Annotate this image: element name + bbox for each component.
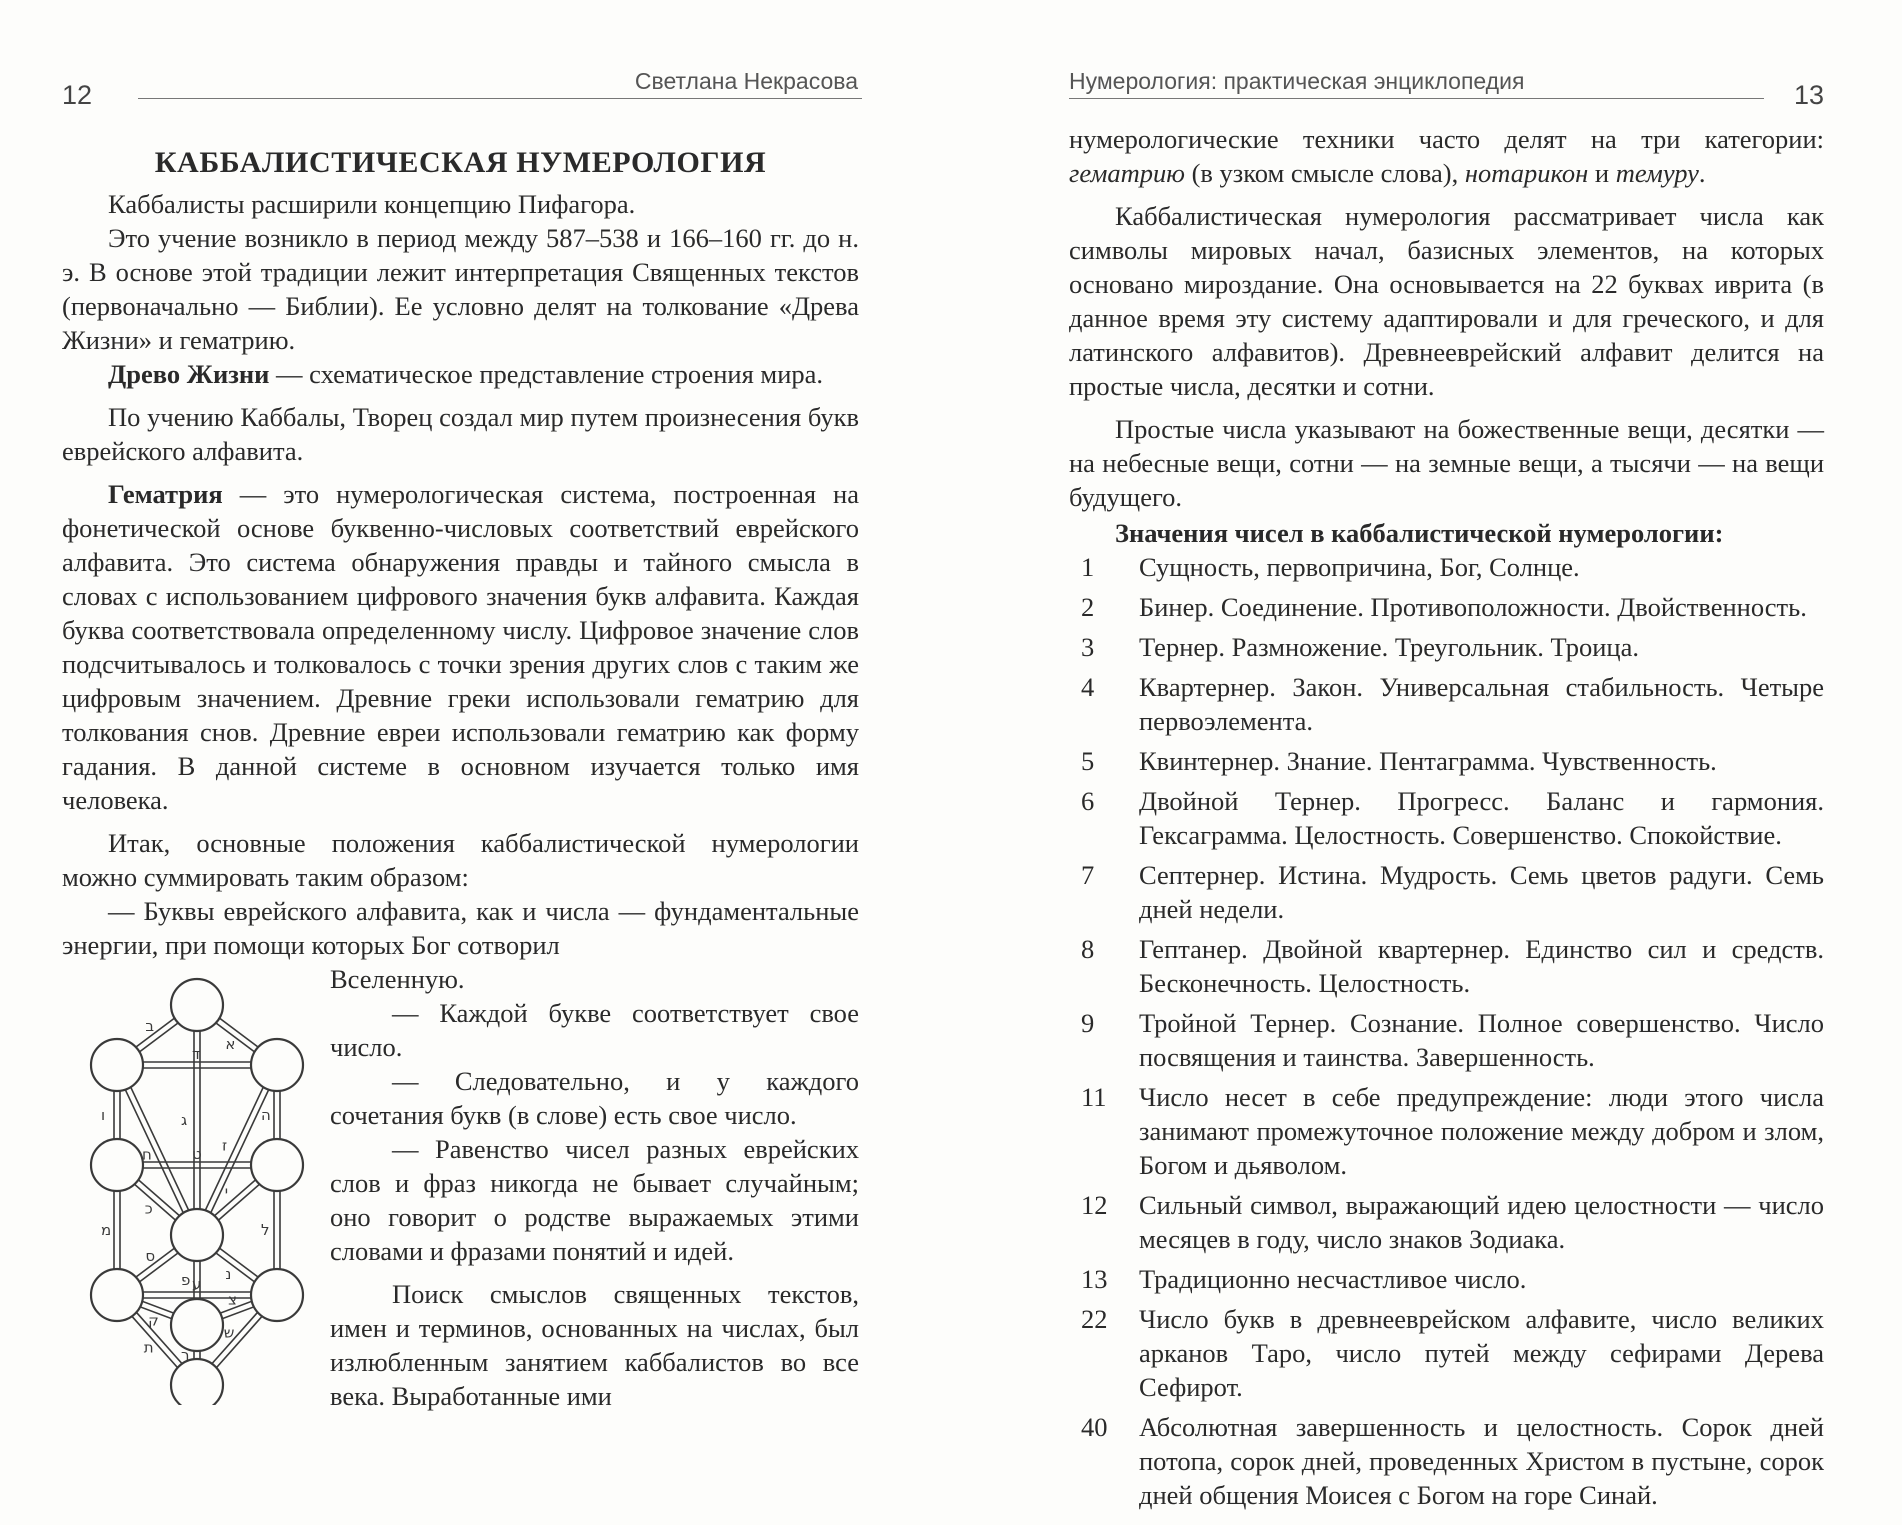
hebrew-letter: ט [192,1145,202,1163]
list-item [1069,744,1824,778]
right-page-header [1069,62,1824,112]
sephira-circle [251,1269,303,1321]
sephira-circle [91,1139,143,1191]
hebrew-letter: ז [222,1136,228,1155]
list-item-text: Сильный символ, выражающий идею целостности — число месяцев в году, число знаков Зодиака. [1139,1190,1824,1254]
paragraph: Итак, основные положения каббалистической нумерологии можно суммировать таким образом: [62,828,859,892]
paragraph-text: (в узком смысле слова), [1184,158,1465,188]
list-item-text: Число букв в древнееврейском алфавите, число великих арканов Таро, число путей между сефирами Дерева Сефирот. [1139,1304,1824,1402]
paragraph: Поиск смыслов священных текстов, имен и терминов, основанных на числах, был излюбленным занятием каббалистов во все века. Выработанные ими [330,1279,859,1411]
paragraph-text: . [1698,158,1706,188]
list-item [1069,1006,1824,1074]
list-item [1069,1410,1824,1512]
list-item [1069,590,1824,624]
sephira-circle [91,1269,143,1321]
list-item [1069,1188,1824,1256]
page-number: 12 [62,80,93,110]
list-item-text: Гептанер. Двойной квартернер. Единство сил и средств. Бесконечность. Целостность. [1139,934,1824,998]
hebrew-letter: כ [144,1199,153,1218]
hebrew-letter: צ [228,1290,238,1309]
sephira-circle [171,979,223,1031]
list-item-text: Тернер. Размножение. Треугольник. Троица. [1139,632,1639,662]
hebrew-letter: ר [181,1346,190,1364]
hebrew-letter: ל [261,1221,270,1239]
hebrew-letter: ע [192,1275,202,1293]
sephira-circle [171,1209,223,1261]
list-item [1069,858,1824,926]
left-page-header [62,62,862,112]
number-meanings-list [1069,550,1824,1512]
paragraph [1069,122,1824,190]
hebrew-letter: א [225,1034,236,1053]
hebrew-letter: ש [223,1323,235,1342]
paragraph-text: — схематическое представление строения мира. [269,359,824,389]
hebrew-letter: מ [101,1221,112,1239]
page-number: 13 [1793,80,1824,110]
sephira-circle [171,1299,223,1351]
list-item-text: Сущность, первопричина, Бог, Солнце. [1139,552,1580,582]
list-item [1069,784,1824,852]
left-text-column [62,143,859,1413]
header-rule [1069,98,1764,99]
paragraph-text: — это нумерологическая система, построенная на фонетической основе буквенно-числовых соответствий еврейского алфавита. Это система обнаружения правды и тайного смысла в словах с использованием цифрового значения букв алфавита. Каждая буква соответствовала определенному числу. Цифровое значение слов подсчитывалось и толковалось с точки зрения других слов с таким же цифровым значением. Древние греки использовали гематрию для толкования снов. Древние евреи использовали гематрию как форму гадания. В данной системе в основном изучается только имя человека. [62,479,859,815]
right-text-column [1069,122,1824,1512]
hebrew-letter: ת [143,1338,154,1357]
list-item-number: 2 [1081,592,1095,622]
list-item [1069,1262,1824,1296]
paragraph-text: нумерологические техники часто делят на три категории: [1069,124,1824,154]
list-item-text: Септернер. Истина. Мудрость. Семь цветов радуги. Семь дней недели. [1139,860,1824,924]
term-notarikon: нотарикон [1464,158,1589,188]
hebrew-letter: י [224,1182,229,1201]
list-item-number: 1 [1081,552,1095,582]
section-title: КАББАЛИСТИЧЕСКАЯ НУМЕРОЛОГИЯ [154,146,767,179]
term-tree-of-life: Древо Жизни [108,359,270,389]
paragraph: — Буквы еврейского алфавита, как и числа — фундаментальные энергии, при помощи которых Бог сотворил [62,896,859,960]
list-item-text: Квинтернер. Знание. Пентаграмма. Чувственность. [1139,746,1717,776]
hebrew-letter: ס [145,1247,156,1266]
list-item [1069,1080,1824,1182]
wrapped-text [330,962,859,1413]
paragraph: — Каждой букве соответствует свое число. [330,998,859,1062]
list-item [1069,670,1824,738]
list-heading: Значения чисел в каббалистической нумерологии: [1115,518,1724,548]
list-item-text: Бинер. Соединение. Противоположности. Двойственность. [1139,592,1807,622]
list-item-number: 12 [1081,1190,1108,1220]
list-item [1069,1302,1824,1404]
running-head-author: Светлана Некрасова [634,68,858,94]
hebrew-letter: פ [181,1271,191,1289]
hebrew-letter: נ [225,1264,232,1283]
paragraph: Простые числа указывают на божественные вещи, десятки — на небесные вещи, сотни — на земные вещи, а тысячи — на вещи будущего. [1069,414,1824,512]
term-gematria: гематрию [1069,158,1185,188]
list-item-number: 7 [1081,860,1095,890]
term-temura: темуру [1615,158,1699,188]
paragraph: Каббалисты расширили концепцию Пифагора. [108,189,636,219]
paragraph: Каббалистическая нумерология рассматривает числа как символы мировых начал, базисных элементов, на которых основано мироздание. Она основывается на 22 буквах иврита (в данное время эту систему адаптировали и для греческого, и для латинского алфавитов). Древнееврейский алфавит делится на простые числа, десятки и сотни. [1069,201,1824,401]
list-item-text: Двойной Тернер. Прогресс. Баланс и гармония. Гексаграмма. Целостность. Совершенство. Спокойствие. [1139,786,1824,850]
sephira-circle [251,1039,303,1091]
right-page [951,0,1902,1525]
hebrew-letter: ו [101,1106,106,1124]
paragraph: Это учение возникло в период между 587–538 и 166–160 гг. до н. э. В основе этой традиции лежит интерпретация Священных текстов (первоначально — Библии). Ее условно делят на толкование «Древа Жизни» и гематрию. [62,223,859,355]
sephira-circle [171,1359,223,1405]
list-item-number: 8 [1081,934,1095,964]
list-item [1069,932,1824,1000]
running-head-title: Нумерология: практическая энциклопедия [1069,68,1525,94]
hebrew-letter: ה [261,1106,271,1124]
tree-of-life-figure [62,960,327,1405]
term-gematria: Гематрия [108,479,223,509]
list-item-number: 13 [1081,1264,1108,1294]
paragraph-text: и [1588,158,1616,188]
list-item-text: Число несет в себе предупреждение: люди этого числа занимают промежуточное положение между добром и злом, Богом и дьяволом. [1139,1082,1824,1180]
hebrew-letter: ק [148,1311,159,1330]
list-item-number: 11 [1081,1082,1107,1112]
paragraph: — Следовательно, и у каждого сочетания букв (в слове) есть свое число. [330,1066,859,1130]
list-item-text: Абсолютная завершенность и целостность. Сорок дней потопа, сорок дней, проведенных Христом в пустыне, сорок дней общения Моисея с Богом на горе Синай. [1139,1412,1824,1510]
paragraph: — Равенство чисел разных еврейских слов и фраз никогда не бывает случайным; оно говорит о родстве выражаемых этими словами и фразами понятий и идей. [330,1134,859,1266]
list-item-number: 9 [1081,1008,1095,1038]
list-item-number: 6 [1081,786,1095,816]
sephira-circle [91,1039,143,1091]
hebrew-letter: ד [192,1045,201,1063]
list-item-text: Тройной Тернер. Сознание. Полное совершенство. Число посвящения и таинства. Завершенность. [1139,1008,1824,1072]
paragraph: Вселенную. [330,964,465,994]
list-item-text: Традиционно несчастливое число. [1139,1264,1527,1294]
list-item-text: Квартернер. Закон. Универсальная стабильность. Четыре первоэлемента. [1139,672,1824,736]
list-item-number: 5 [1081,746,1095,776]
sephira-circle [251,1139,303,1191]
paragraph [62,477,859,817]
figure-block [62,962,859,1413]
paragraph: По учению Каббалы, Творец создал мир путем произнесения букв еврейского алфавита. [62,402,859,466]
list-item [1069,550,1824,584]
header-rule [138,98,862,99]
list-item-number: 40 [1081,1412,1108,1442]
paragraph [62,357,859,391]
sephirot-circles [91,979,303,1405]
hebrew-letter: ב [145,1017,155,1036]
hebrew-letter: ג [181,1111,188,1129]
list-item-number: 22 [1081,1304,1108,1334]
list-item-number: 4 [1081,672,1095,702]
list-item [1069,630,1824,664]
hebrew-letter: ח [142,1145,152,1164]
list-item-number: 3 [1081,632,1095,662]
